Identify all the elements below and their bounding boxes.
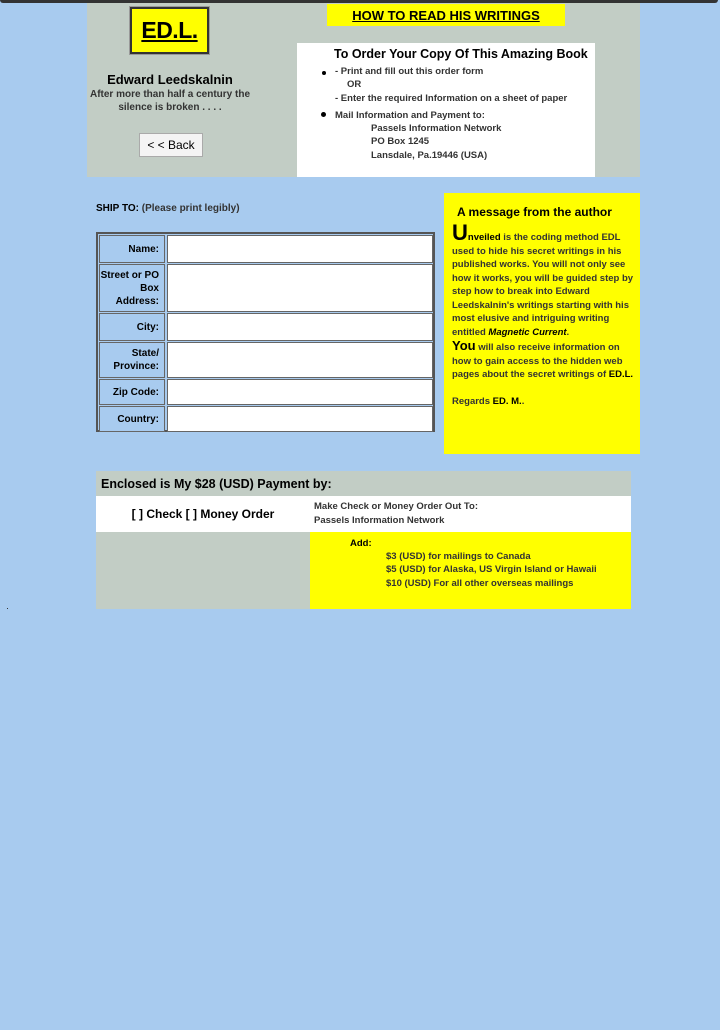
bullet-icon	[322, 71, 326, 75]
message-title: A message from the author	[457, 205, 612, 219]
author-tagline	[87, 88, 253, 114]
payment-title: Enclosed is My $28 (USD) Payment by:	[101, 477, 332, 491]
paragraph-1-end: .	[566, 326, 570, 338]
zip-input[interactable]	[167, 379, 433, 405]
how-to-read-banner[interactable]	[327, 4, 565, 26]
ship-to-note: (Please print legibly)	[138, 203, 240, 214]
shipping-fees	[310, 532, 631, 609]
shipping-address-form	[96, 232, 435, 432]
street-label: Street or PO Box Address:	[99, 264, 165, 312]
author-tagline-line-2: silence is broken . . . .	[118, 102, 222, 113]
regards-text: Regards	[452, 396, 493, 407]
state-label: State/ Province:	[99, 342, 165, 378]
author-tagline-line-1: After more than half a century the	[89, 89, 251, 100]
order-step-print: - Print and fill out this order form	[335, 66, 484, 77]
city-label: City:	[99, 313, 165, 341]
bullet-icon	[321, 112, 326, 117]
order-or: OR	[347, 79, 362, 90]
street-input[interactable]	[167, 264, 433, 312]
author-message	[444, 193, 640, 454]
unveiled-word: nveiled	[467, 232, 501, 243]
name-label: Name:	[99, 235, 165, 263]
regards-name: ED. M.	[492, 396, 522, 407]
message-paragraph-1: is the coding method EDL used to hide his secret writings in his published works. You will not only see how it works, you will be guided step by step how to break into Edward Leedskalnin's writings starting with his most elusive and intriguing writing entitled	[452, 232, 634, 338]
ship-to-bold: SHIP TO:	[96, 203, 139, 214]
magnetic-current-title: Magnetic Current	[488, 326, 567, 338]
regards-end: .	[521, 396, 525, 407]
payable-to	[310, 496, 631, 532]
fee-overseas: $10 (USD) For all other overseas mailings	[386, 578, 574, 589]
country-input[interactable]	[167, 406, 433, 432]
logo-text: ED.L.	[141, 17, 198, 43]
name-input[interactable]	[167, 235, 433, 263]
edl-name: ED.L.	[608, 369, 634, 380]
order-title: To Order Your Copy Of This Amazing Book	[334, 47, 588, 61]
order-step-sheet: - Enter the required Information on a sheet of paper	[335, 93, 568, 104]
stray-dot	[7, 608, 8, 609]
payment-options[interactable]: [ ] Check [ ] Money Order	[96, 496, 310, 532]
fee-alaska-hawaii: $5 (USD) for Alaska, US Virgin Island or Hawaii	[386, 564, 597, 575]
you-word: You	[452, 338, 476, 353]
drop-cap-u: U	[452, 220, 468, 245]
header-panel	[87, 3, 640, 177]
author-name: Edward Leedskalnin	[107, 72, 233, 87]
ship-to-label	[96, 203, 240, 214]
edl-logo	[130, 7, 209, 54]
order-instructions	[297, 43, 595, 177]
message-paragraph-2: will also receive information on how to gain access to the hidden web pages about the secret writings of	[452, 342, 623, 380]
order-mail-to: Mail Information and Payment to:	[335, 110, 485, 121]
how-to-read-link[interactable]: HOW TO READ HIS WRITINGS	[352, 7, 540, 23]
fee-canada: $3 (USD) for mailings to Canada	[386, 551, 531, 562]
state-input[interactable]	[167, 342, 433, 378]
mail-address-line-1: Passels Information Network	[371, 123, 502, 134]
back-button[interactable]: < < Back	[139, 133, 203, 157]
payable-to-line-1: Make Check or Money Order Out To:	[314, 501, 478, 512]
country-label: Country:	[99, 406, 165, 432]
mail-address-line-3: Lansdale, Pa.19446 (USA)	[371, 150, 488, 161]
payable-to-line-2: Passels Information Network	[314, 515, 445, 526]
zip-label: Zip Code:	[99, 379, 165, 405]
payment-section	[96, 471, 631, 609]
message-body	[452, 220, 636, 409]
city-input[interactable]	[167, 313, 433, 341]
mail-address-line-2: PO Box 1245	[371, 136, 430, 147]
add-label: Add:	[350, 538, 372, 549]
